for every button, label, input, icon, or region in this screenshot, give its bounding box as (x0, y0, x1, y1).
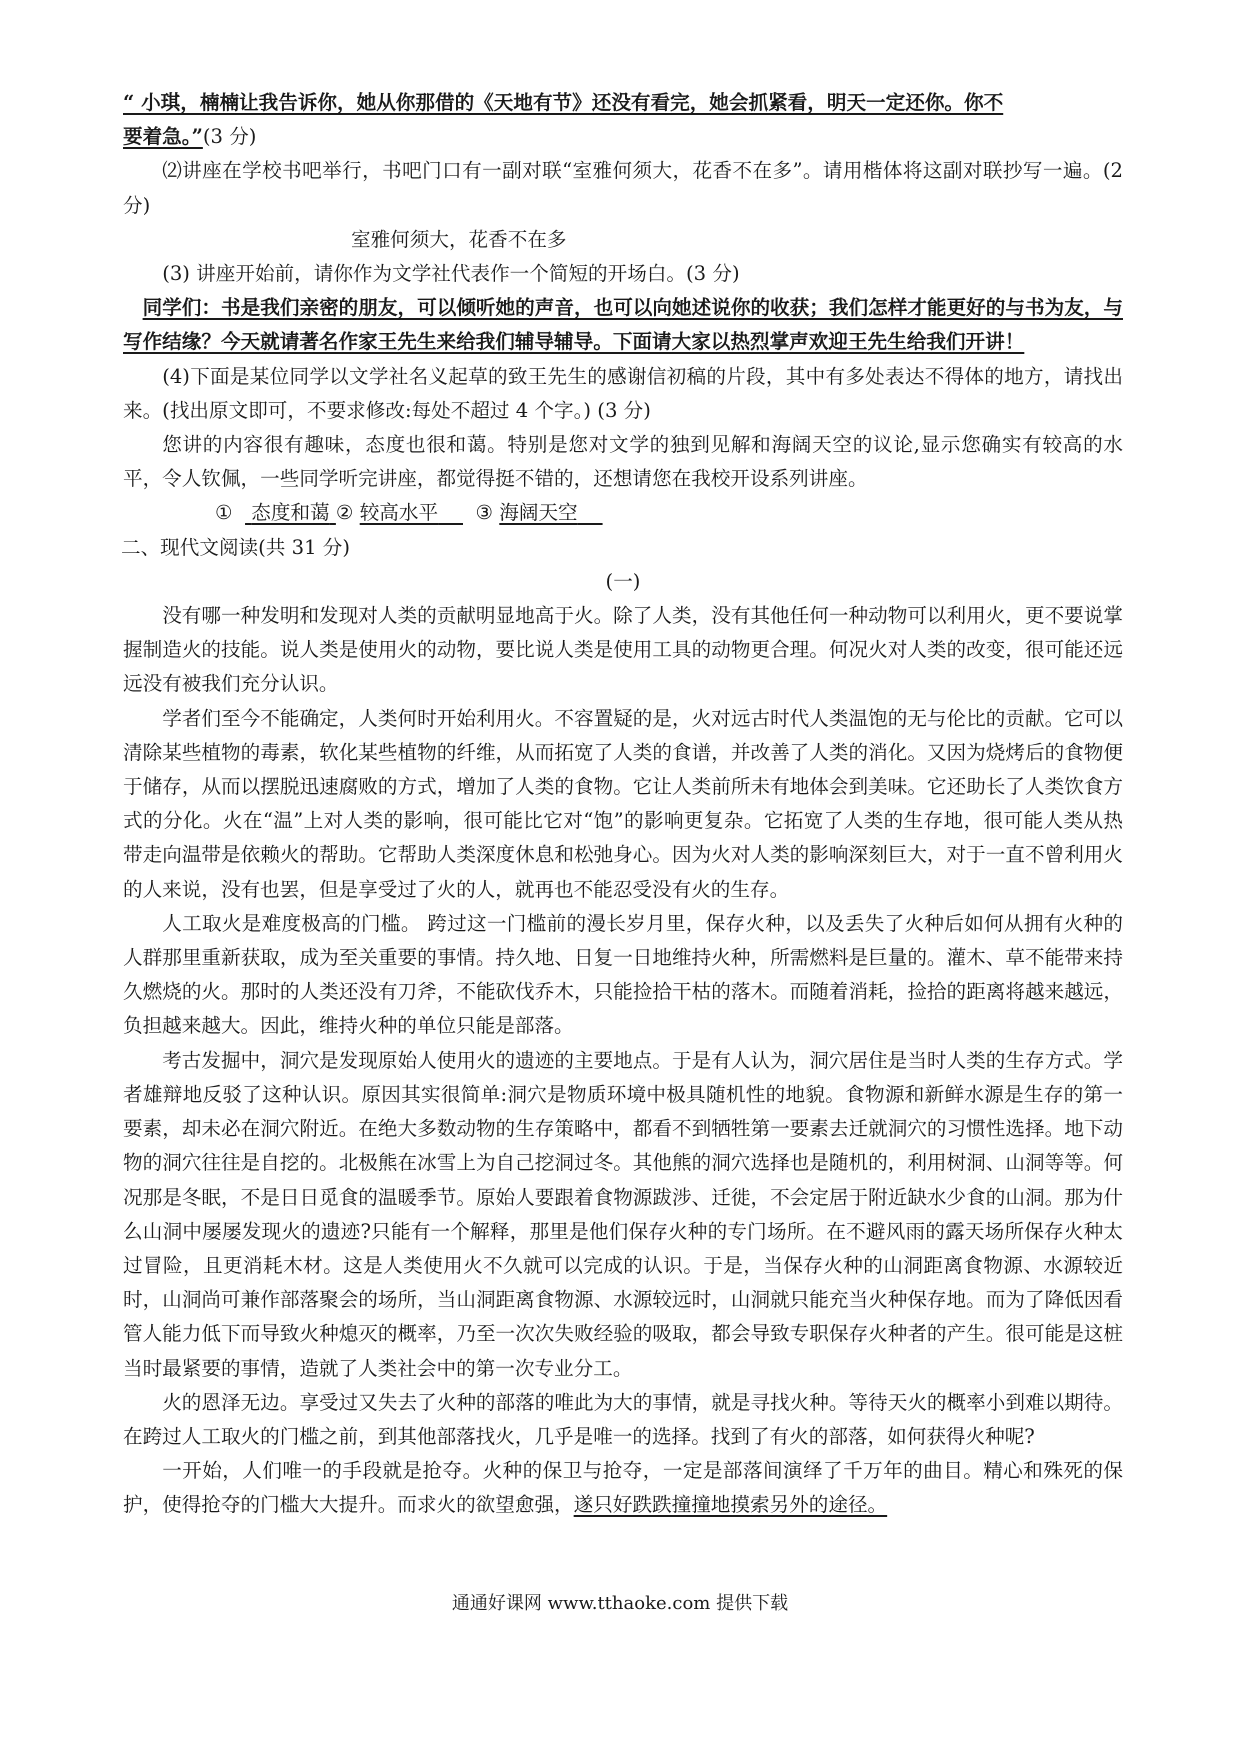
paragraph-1: 没有哪一种发明和发现对人类的贡献明显地高于火。除了人类，没有其他任何一种动物可以利用火，更不要说掌握制造火的技能。说人类是使用火的动物，要比说人类是使用工具的动物更合理。何况火对人类的改变，很可能还远远没有被我们充分认识。 (123, 604, 1123, 696)
q1-score: (3 分) (202, 125, 257, 149)
q4-question: (4)下面是某位同学以文学社名义起草的致王先生的感谢信初稿的片段，其中有多处表达不得体的地方，请找出来。(找出原文即可，不要求修改:每处不超过 4 个字。) (3 分) (123, 364, 1123, 422)
q1-answer (123, 86, 1123, 154)
q1-answer-line2: 要着急。” (123, 125, 203, 149)
part-title: (一) (605, 569, 641, 593)
section2-title: 二、现代文阅读(共 31 分) (121, 535, 351, 559)
paragraph-5: 火的恩泽无边。享受过又失去了火种的部落的唯此为大的事情，就是寻找火种。等待天火的概率小到难以期待。在跨过人工取火的门槛之前，到其他部落找火，几乎是唯一的选择。找到了有火的部落，如何获得火种呢? (123, 1390, 1123, 1448)
q4-answer-1: 态度和蔼 (251, 501, 330, 525)
paragraph-4: 考古发掘中，洞穴是发现原始人使用火的遗迹的主要地点。于是有人认为，洞穴居住是当时人类的生存方式。学者雄辩地反驳了这种认识。原因其实很简单:洞穴是物质环境中极具随机性的地貌。食物源和新鲜水源是生存的第一要素，却未必在洞穴附近。在绝大多数动物的生存策略中，都看不到牺牲第一要素去迁就洞穴的习惯性选择。地下动物的洞穴往往是自挖的。北极熊在冰雪上为自己挖洞过冬。其他熊的洞穴选择也是随机的，利用树洞、山洞等等。何况那是冬眠，不是日日觅食的温暖季节。原始人要跟着食物源跋涉、迁徙，不会定居于附近缺水少食的山洞。那为什么山洞中屡屡发现火的遗迹?只能有一个解释，那里是他们保存火种的专门场所。在不避风雨的露天场所保存火种太过冒险，且更消耗木材。这是人类使用火不久就可以完成的认识。于是，当保存火种的山洞距离食物源、水源较近时，山洞尚可兼作部落聚会的场所，当山洞距离食物源、水源较远时，山洞就只能充当火种保存地。而为了降低因看管人能力低下而导致火种熄灭的概率，乃至一次次失败经验的吸取，都会导致专职保存火种者的产生。很可能是这桩当时最紧要的事情，造就了人类社会中的第一次专业分工。 (123, 1048, 1123, 1380)
q3-question: (3) 讲座开始前，请你作为文学社代表作一个简短的开场白。(3 分) (162, 262, 740, 286)
q4-letter: 您讲的内容很有趣味，态度也很和蔼。特别是您对文学的独到见解和海阔天空的议论,显示您确实有较高的水平，令人钦佩，一些同学听完讲座，都觉得挺不错的，还想请您在我校开设系列讲座。 (123, 433, 1123, 491)
q1-answer-line1: “ 小琪，楠楠让我告诉你，她从你那借的《天地有节》还没有看完，她会抓紧看，明天一定还你。你不 (123, 91, 1004, 114)
q2-couplet: 室雅何须大，花香不在多 (351, 227, 567, 251)
paragraph-6-underlined: 遂只好跌跌撞撞地摸索另外的途径。 (573, 1493, 888, 1517)
q3-answer: 同学们：书是我们亲密的朋友，可以倾听她的声音，也可以向她述说你的收获；我们怎样才能更好的与书为友，与写作结缘？今天就请著名作家王先生来给我们辅导辅导。下面请大家以热烈掌声欢迎王先生给我们开讲！ (123, 296, 1123, 354)
q4-answer-3: 海阔天空 (499, 501, 578, 525)
paragraph-3: 人工取火是难度极高的门槛。 跨过这一门槛前的漫长岁月里，保存火种，以及丢失了火种后如何从拥有火种的人群那里重新获取，成为至关重要的事情。持久地、日复一日地维持火种，所需燃料是巨量的。灌木、草不能带来持久燃烧的火。那时的人类还没有刀斧，不能砍伐乔木，只能捡拾干枯的落木。而随着消耗，捡拾的距离将越来越远，负担越来越大。因此，维持火种的单位只能是部落。 (123, 911, 1123, 1038)
page-content (123, 86, 1123, 1523)
paragraph-2: 学者们至今不能确定，人类何时开始利用火。不容置疑的是，火对远古时代人类温饱的无与伦比的贡献。它可以清除某些植物的毒素，软化某些植物的纤维，从而拓宽了人类的食谱，并改善了人类的消化。又因为烧烤后的食物便于储存，从而以摆脱迅速腐败的方式，增加了人类的食物。它让人类前所未有地体会到美味。它还助长了人类饮食方式的分化。火在“温”上对人类的影响，很可能比它对“饱”的影响更复杂。它拓宽了人类的生存地，很可能人类从热带走向温带是依赖火的帮助。它帮助人类深度休息和松弛身心。因为火对人类的影响深刻巨大，对于一直不曾利用火的人来说，没有也罢，但是享受过了火的人，就再也不能忍受没有火的生存。 (123, 706, 1123, 901)
page-footer: 通通好课网 www.tthaoke.com 提供下载 (451, 1593, 789, 1614)
q2-question: ⑵讲座在学校书吧举行，书吧门口有一副对联“室雅何须大，花香不在多”。请用楷体将这副对联抄写一遍。(2 分) (123, 159, 1123, 217)
q4-answers (123, 496, 1123, 530)
q4-answer-mark-1: ① (215, 501, 233, 525)
q4-answer-mark-3: ③ (475, 501, 494, 525)
q4-answer-2: 较高水平 (359, 501, 439, 525)
q4-answer-mark-2: ② (335, 501, 354, 525)
paragraph-6-text: 一开始，人们唯一的手段就是抢夺。火种的保卫与抢夺，一定是部落间演绎了千万年的曲目。精心和殊死的保护，使得抢夺的门槛大大提升。而求火的欲望愈强， (123, 1459, 1123, 1517)
paragraph-6 (123, 1454, 1123, 1522)
